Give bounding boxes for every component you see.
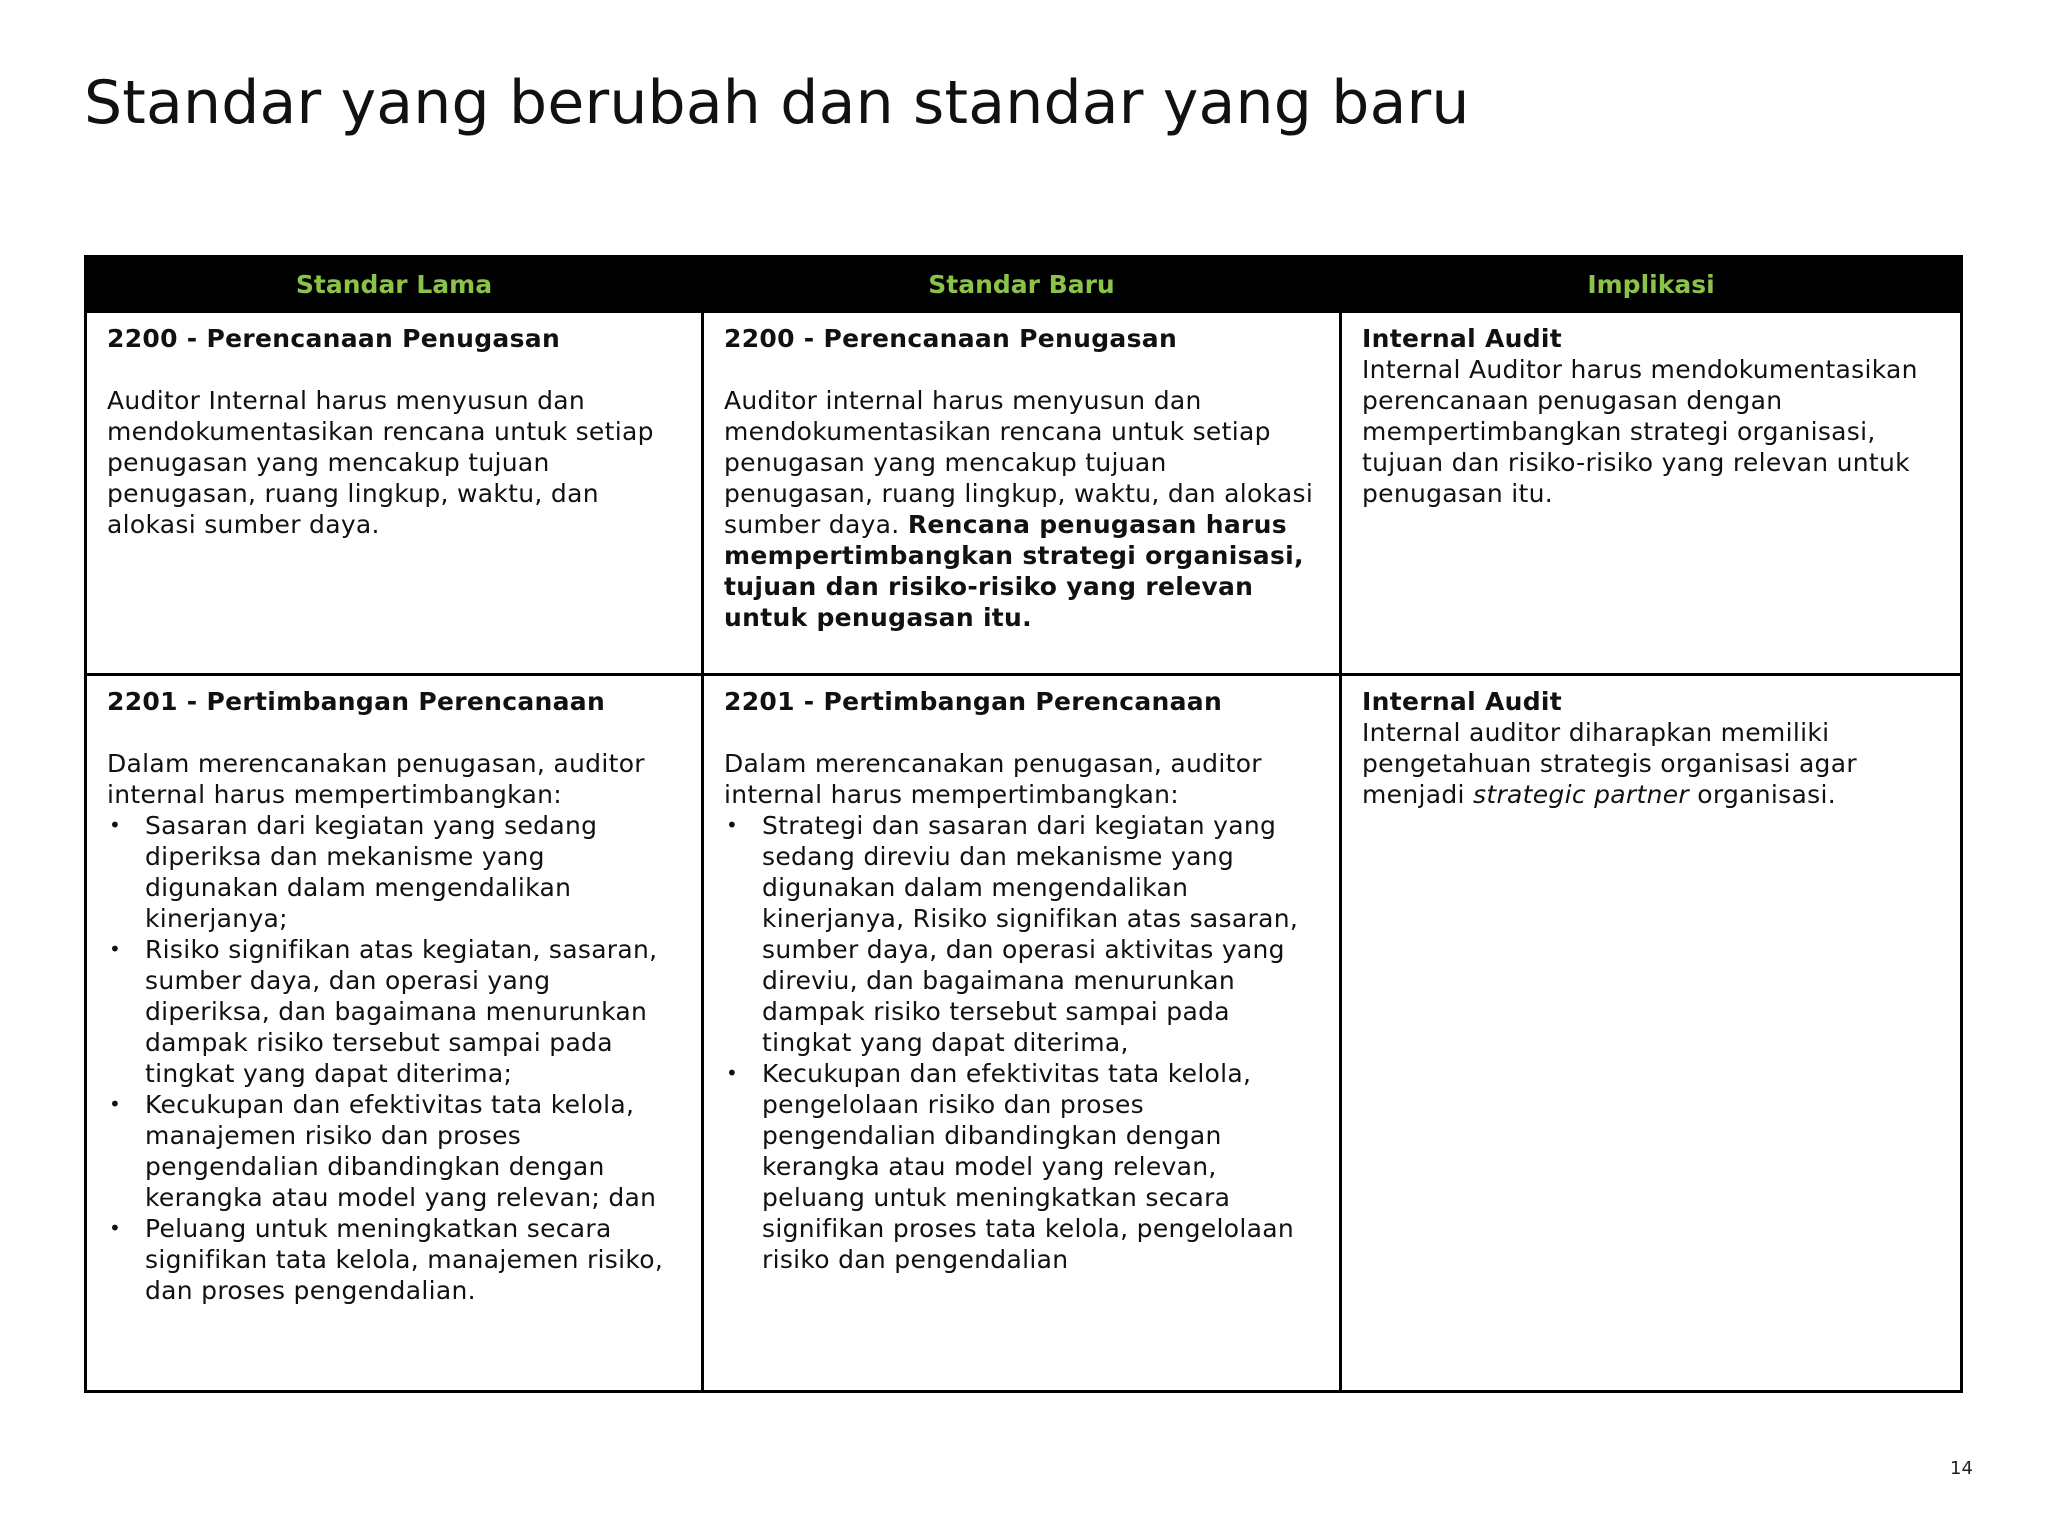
cell-body: Auditor Internal harus menyusun dan mendokumentasikan rencana untuk setiap penugasan yang mencakup tujuan penugasan, ruang lingkup, waktu, dan alokasi sumber daya. xyxy=(107,386,654,539)
bullet-icon: • xyxy=(109,1092,122,1116)
cell-old-2200 xyxy=(86,312,703,675)
cell-body: Internal auditor diharapkan memiliki pengetahuan strategis organisasi agar menjadi strategic partner organisasi. xyxy=(1362,718,1857,809)
table-header-row xyxy=(86,257,1962,312)
italic-term: strategic partner xyxy=(1473,780,1690,809)
cell-body-bold: Rencana penugasan harus mempertimbangkan strategi organisasi, tujuan dan risiko-risiko yang relevan untuk penugasan itu. xyxy=(724,510,1304,632)
page-title: Standar yang berubah dan standar yang baru xyxy=(84,68,1470,138)
cell-body xyxy=(724,385,1319,633)
cell-new-2200 xyxy=(703,312,1341,675)
bullet-icon: • xyxy=(726,1061,739,1085)
cell-heading: 2201 - Pertimbangan Perencanaan xyxy=(107,687,606,716)
cell-implication-2201 xyxy=(1341,675,1962,1392)
bullet-icon: • xyxy=(726,813,739,837)
list-item: • Risiko signifikan atas kegiatan, sasaran, sumber daya, dan operasi yang diperiksa, dan bagaimana menurunkan dampak risiko tersebut sampai pada tingkat yang dapat diterima; xyxy=(109,935,658,1088)
list-item: • Kecukupan dan efektivitas tata kelola, pengelolaan risiko dan proses pengendalian dibandingkan dengan kerangka atau model yang relevan, peluang untuk meningkatkan secara signifikan proses tata kelola, pengelolaan risiko dan pengendalian xyxy=(726,1059,1294,1274)
bullet-icon: • xyxy=(109,813,122,837)
cell-body-text: Auditor internal harus menyusun dan mendokumentasikan rencana untuk setiap penugasan yang mencakup tujuan penugasan, ruang lingkup, waktu, dan alokasi sumber daya. xyxy=(724,386,1314,539)
comparison-table xyxy=(84,255,1963,1393)
list-item: • Sasaran dari kegiatan yang sedang diperiksa dan mekanisme yang digunakan dalam mengendalikan kinerjanya; xyxy=(109,811,598,933)
cell-heading: Internal Audit xyxy=(1362,687,1563,716)
header-implikasi: Implikasi xyxy=(1341,257,1962,312)
list-item: • Peluang untuk meningkatkan secara signifikan tata kelola, manajemen risiko, dan proses pengendalian. xyxy=(109,1214,664,1305)
cell-intro: Dalam merencanakan penugasan, auditor internal harus mempertimbangkan: xyxy=(107,749,645,809)
table-row xyxy=(86,312,1962,675)
table-row xyxy=(86,675,1962,1392)
cell-heading: 2200 - Perencanaan Penugasan xyxy=(107,324,561,353)
list-item: • Strategi dan sasaran dari kegiatan yang sedang direviu dan mekanisme yang digunakan dalam mengendalikan kinerjanya, Risiko signifikan atas sasaran, sumber daya, dan operasi aktivitas yang direviu, dan bagaimana menurunkan dampak risiko tersebut sampai pada tingkat yang dapat diterima, xyxy=(726,811,1299,1057)
bullet-icon: • xyxy=(109,1216,122,1240)
cell-old-2201 xyxy=(86,675,703,1392)
header-standar-baru: Standar Baru xyxy=(703,257,1341,312)
cell-heading: Internal Audit xyxy=(1362,324,1563,353)
page-number: 14 xyxy=(1950,1458,1973,1479)
header-standar-lama: Standar Lama xyxy=(86,257,703,312)
cell-intro: Dalam merencanakan penugasan, auditor internal harus mempertimbangkan: xyxy=(724,749,1262,809)
cell-heading: 2201 - Pertimbangan Perencanaan xyxy=(724,687,1223,716)
bullet-list xyxy=(724,810,1319,1275)
bullet-list xyxy=(107,810,681,1306)
list-item: • Kecukupan dan efektivitas tata kelola, manajemen risiko dan proses pengendalian dibandingkan dengan kerangka atau model yang relevan; dan xyxy=(109,1090,657,1212)
bullet-icon: • xyxy=(109,937,122,961)
cell-new-2201 xyxy=(703,675,1341,1392)
cell-heading: 2200 - Perencanaan Penugasan xyxy=(724,324,1178,353)
cell-body: Internal Auditor harus mendokumentasikan perencanaan penugasan dengan mempertimbangkan strategi organisasi, tujuan dan risiko-risiko yang relevan untuk penugasan itu. xyxy=(1362,355,1918,508)
cell-implication-2200 xyxy=(1341,312,1962,675)
